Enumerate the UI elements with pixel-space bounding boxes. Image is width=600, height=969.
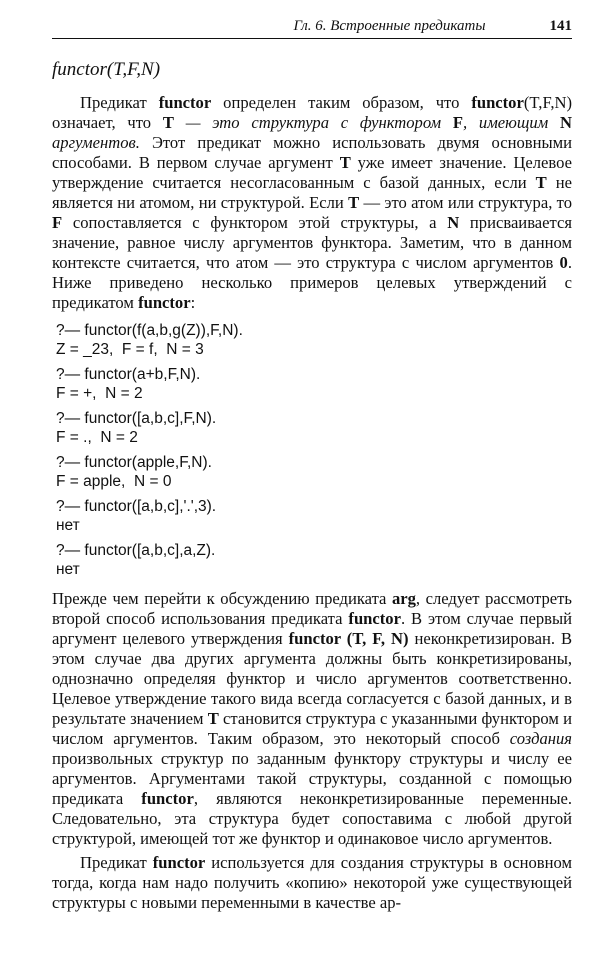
page-number: 141 xyxy=(549,18,572,34)
example-2 xyxy=(56,365,572,403)
example-answer: F = apple, N = 0 xyxy=(56,473,172,490)
book-page xyxy=(52,18,572,913)
paragraph-intro: Предикат functor определен таким образом, что functor(T,F,N) означает, что T — это структура с функтором F, имеющим N аргументов. Этот предикат можно использовать двумя основными способами. В первом случае аргумент T уже имеет значение. Целевое утверждение считается несогласованным с базой данных, если T не является ни атомом, ни структурой. Если T — это атом или структура, то F сопоставляется с функтором этой структуры, а N присваивается значение, равное числу аргументов функтора. Заметим, что в данном контексте считается, что атом — это структура с числом аргументов 0. Ниже приведено несколько примеров целевых утверждений с предикатом functor: xyxy=(52,93,573,312)
example-query: ?— functor(apple,F,N). xyxy=(56,454,212,471)
example-answer: нет xyxy=(56,561,80,578)
paragraph-copy-usage: Предикат functor используется для создания структуры в основном тогда, когда нам надо получить «копию» некоторой уже существующей структуры с новыми переменными в качестве ар- xyxy=(52,853,572,912)
example-query: ?— functor([a,b,c],'.',3). xyxy=(56,498,217,515)
example-answer: Z = _23, F = f, N = 3 xyxy=(56,341,204,358)
example-4 xyxy=(56,453,572,491)
example-1 xyxy=(56,321,572,359)
section-heading: functor(T,F,N) xyxy=(52,59,161,80)
example-answer: F = ., N = 2 xyxy=(56,429,138,446)
example-5 xyxy=(56,497,572,535)
example-6 xyxy=(56,541,572,579)
example-answer: F = +, N = 2 xyxy=(56,385,143,402)
example-answer: нет xyxy=(56,517,80,534)
example-query: ?— functor(a+b,F,N). xyxy=(56,366,201,383)
code-examples xyxy=(56,321,572,579)
paragraph-second-usage: Прежде чем перейти к обсуждению предиката arg, следует рассмотреть второй способ использования предиката functor. В этом случае первый аргумент целевого утверждения functor (T, F, N) неконкретизирован. В этом случае два других аргумента должны быть конкретизированы, однозначно определяя функтор и число аргументов соответственно. Целевое утверждение такого вида всегда согласуется с базой данных, и в результате значением T становится структура с указанными функтором и числом аргументов. Таким образом, это некоторый способ создания произвольных структур по заданным функтору структуры и числу ее аргументов. Аргументами такой структуры, созданной с помощью предиката functor, являются неконкретизированные переменные. Следовательно, эта структура будет сопоставима с любой другой структурой, имеющей тот же функтор и одинаковое число аргументов. xyxy=(52,589,573,848)
example-query: ?— functor([a,b,c],F,N). xyxy=(56,410,217,427)
running-header xyxy=(52,18,572,39)
example-query: ?— functor([a,b,c],a,Z). xyxy=(56,542,216,559)
chapter-title: Гл. 6. Встроенные предикаты xyxy=(293,18,486,34)
example-query: ?— functor(f(a,b,g(Z)),F,N). xyxy=(56,322,243,339)
example-3 xyxy=(56,409,572,447)
